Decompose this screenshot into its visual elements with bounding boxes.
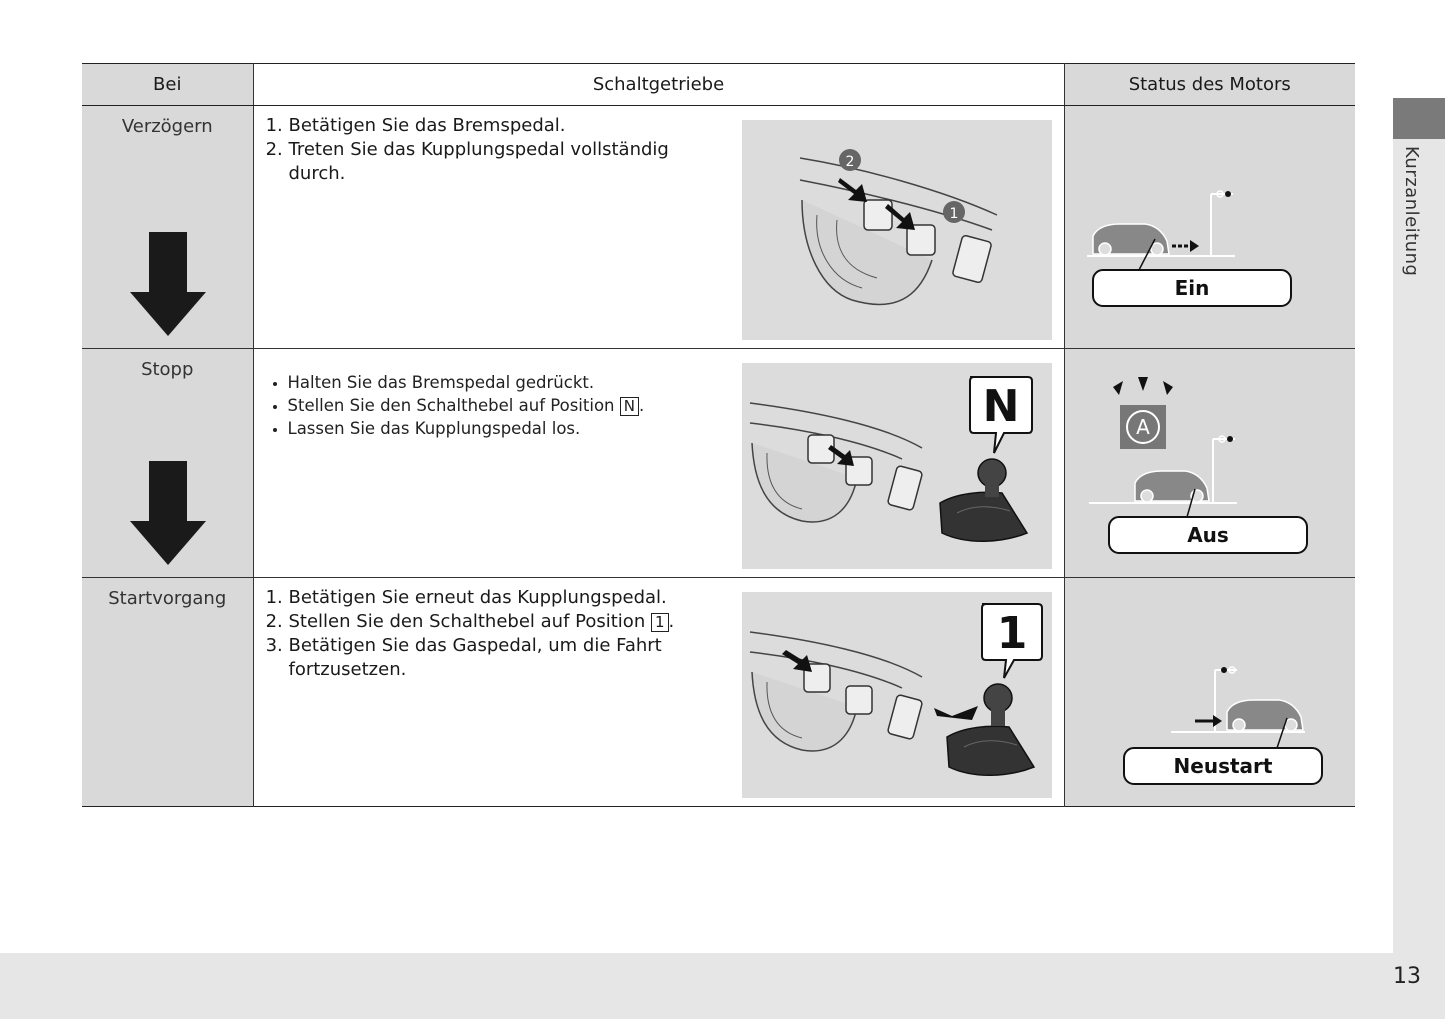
instructions <box>268 371 728 440</box>
down-arrow-icon <box>130 232 206 336</box>
section-tab[interactable] <box>1393 98 1445 139</box>
instructions <box>268 114 728 186</box>
condition-label: Verzögern <box>121 116 213 137</box>
engine-status-graphic <box>1065 349 1354 577</box>
bullet-item: • Stellen Sie den Schalthebel auf Position N . <box>288 394 728 417</box>
header-schaltgetriebe: Schaltgetriebe <box>253 64 1064 106</box>
step-item: 3. Betätigen Sie das Gaspedal, um die Fahrt fortzusetzen. <box>289 634 728 682</box>
pedal-gear-illustration <box>742 363 1052 569</box>
table-row <box>82 349 1355 578</box>
step-item: 1. Betätigen Sie erneut das Kupplungspedal. <box>289 586 728 610</box>
down-arrow-icon <box>130 461 206 565</box>
condition-label: Startvorgang <box>108 588 227 609</box>
section-label: Kurzanleitung <box>1401 146 1422 277</box>
header-bei: Bei <box>82 64 253 106</box>
pedal-gear-illustration <box>742 592 1052 798</box>
gear-indicator: 1 <box>996 608 1027 659</box>
gear-position-box: 1 <box>651 613 669 632</box>
footer-band <box>0 953 1393 1019</box>
bullet-item: • Halten Sie das Bremspedal gedrückt. <box>288 371 728 394</box>
table-row <box>82 106 1355 349</box>
gear-position-box: N <box>620 397 639 416</box>
engine-status-label: Neustart <box>1173 754 1272 778</box>
step-item: 2. Stellen Sie den Schalthebel auf Position 1 . <box>289 610 728 634</box>
step-item: 1. Betätigen Sie das Bremspedal. <box>289 114 728 138</box>
auto-stop-symbol: A <box>1135 415 1150 439</box>
condition-label: Stopp <box>141 359 194 380</box>
page-number: 13 <box>1393 964 1421 989</box>
gear-indicator: N <box>982 381 1019 432</box>
engine-status-label: Ein <box>1174 276 1209 300</box>
engine-status-graphic <box>1065 106 1354 348</box>
stop-start-table <box>82 63 1355 807</box>
callout-1: 1 <box>949 206 958 222</box>
engine-status-graphic <box>1065 578 1354 806</box>
table-row <box>82 578 1355 807</box>
instructions <box>268 586 728 682</box>
header-status: Status des Motors <box>1064 64 1355 106</box>
pedal-illustration <box>742 120 1052 340</box>
bullet-item: • Lassen Sie das Kupplungspedal los. <box>288 417 728 440</box>
callout-2: 2 <box>845 154 854 170</box>
engine-status-label: Aus <box>1186 523 1229 547</box>
step-item: 2. Treten Sie das Kupplungspedal vollständig durch. <box>289 138 728 186</box>
